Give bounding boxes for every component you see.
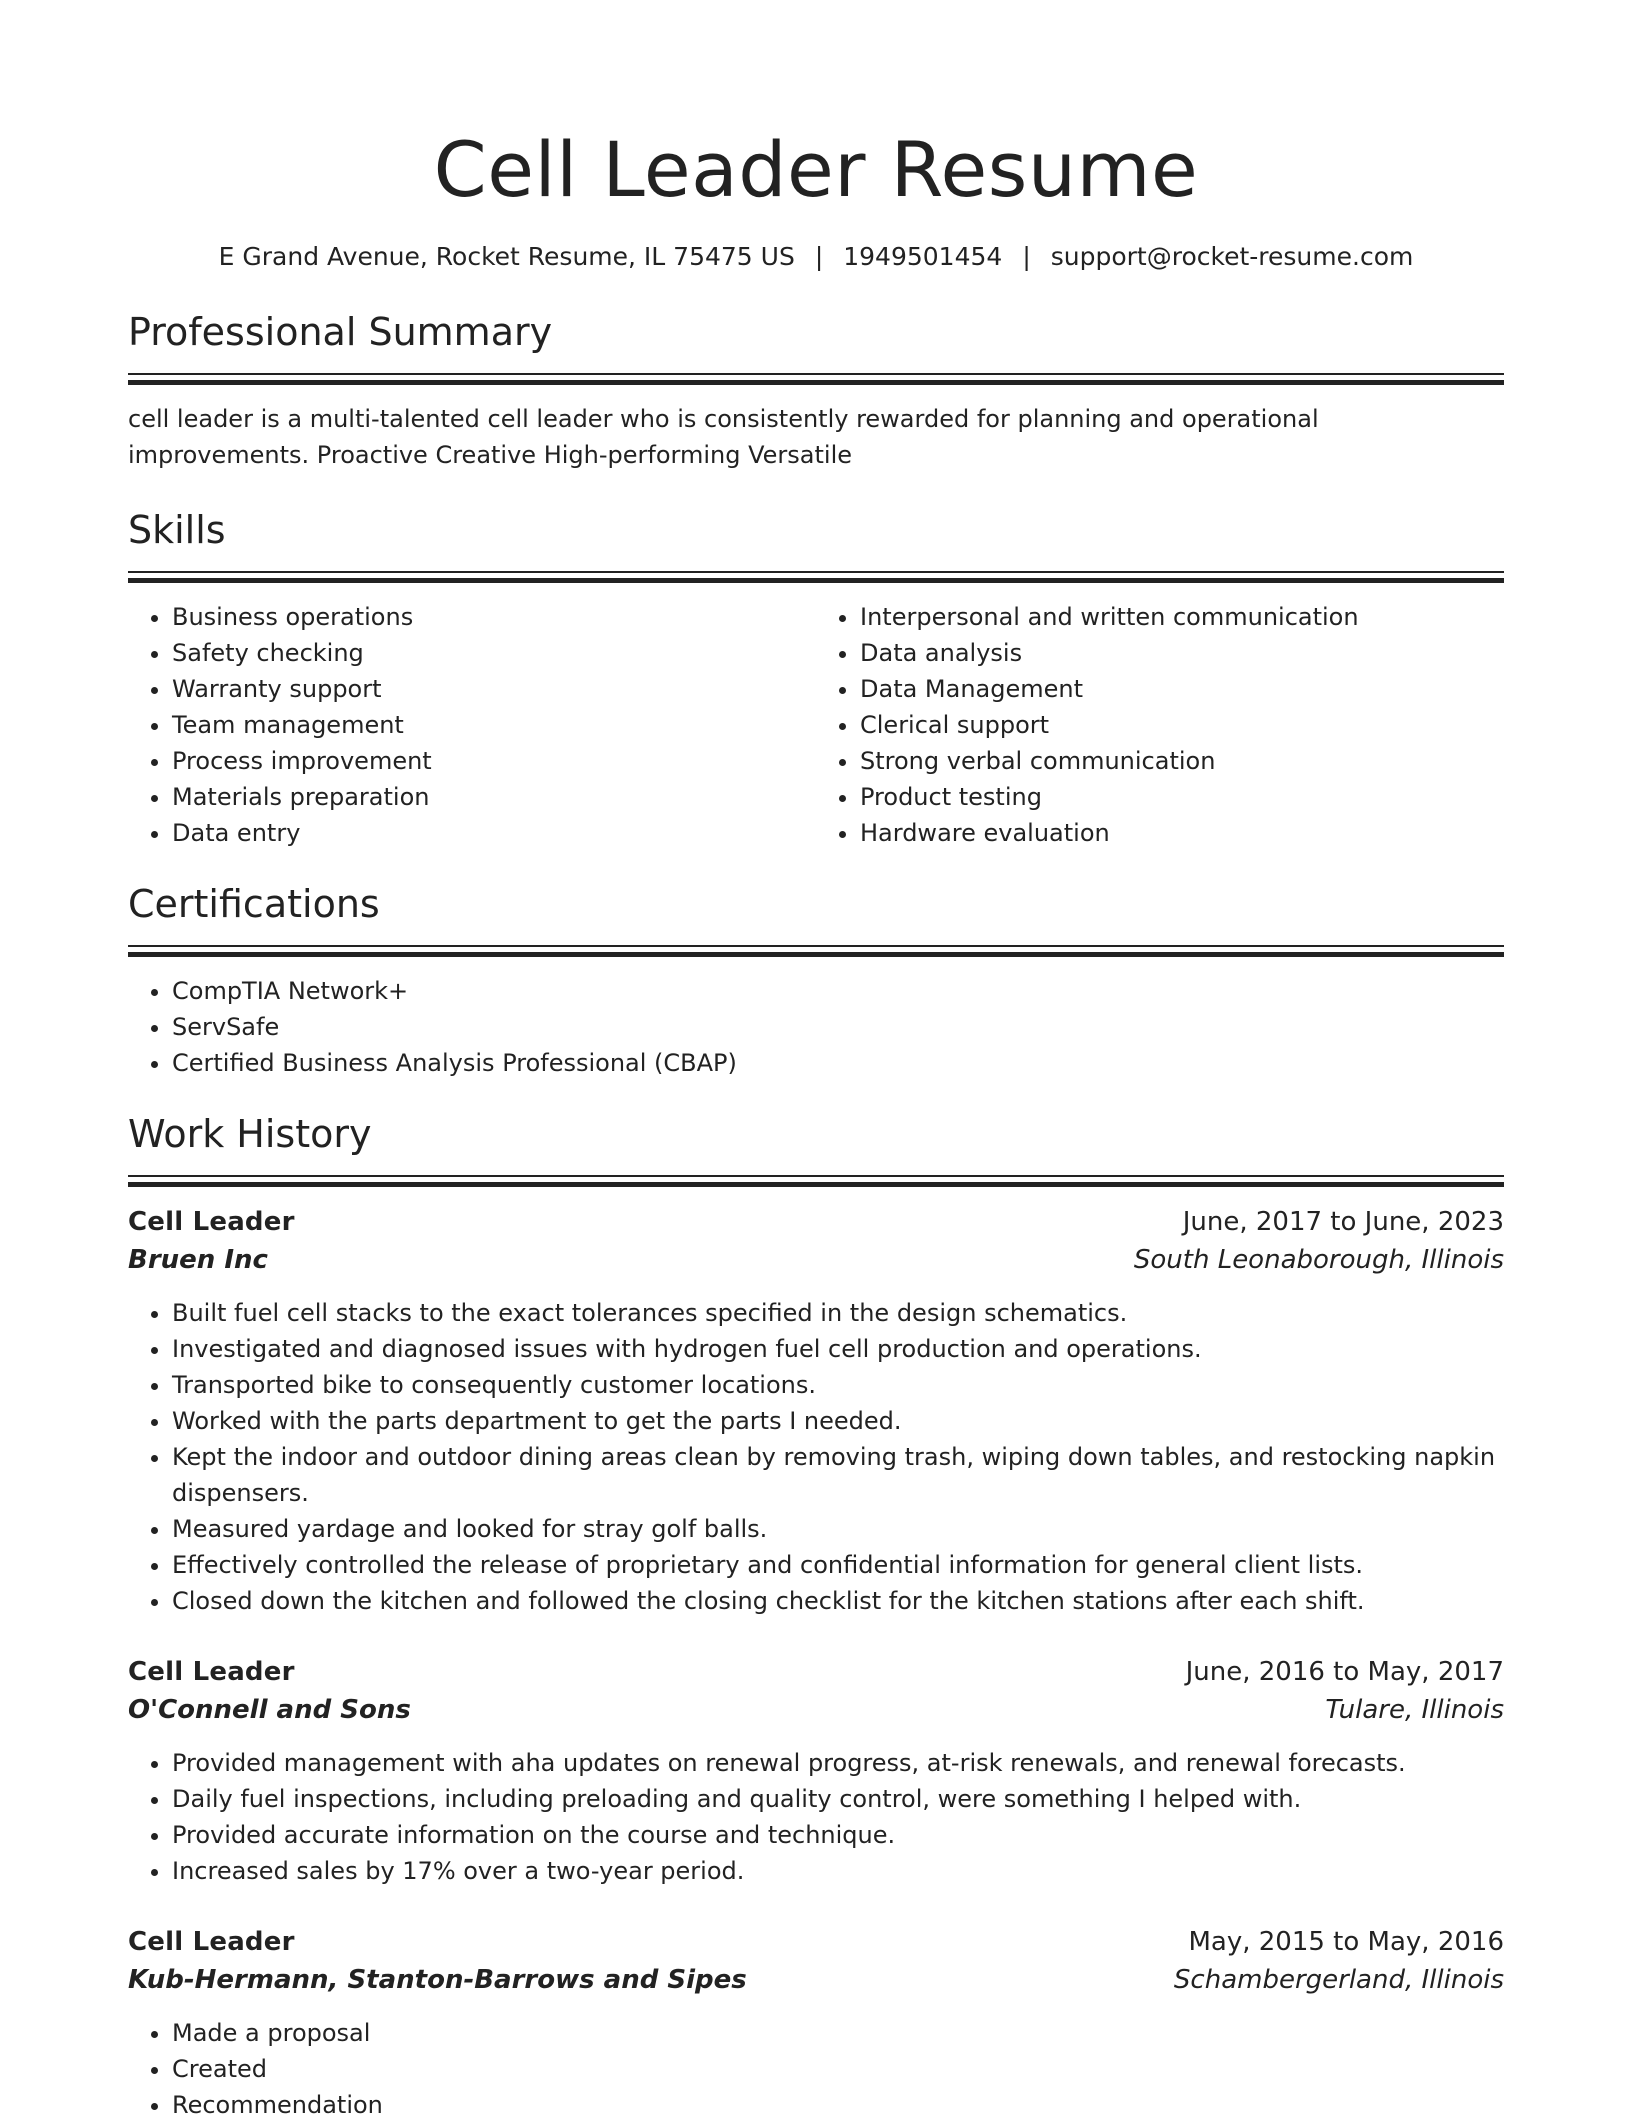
job-bullet: • Closed down the kitchen and followed the closing checklist for the kitchen stations after each shift. [172, 1583, 1504, 1619]
certification-item: • Certified Business Analysis Professional (CBAP) [172, 1045, 1504, 1081]
job-dates: June, 2017 to June, 2023 [1182, 1207, 1504, 1237]
job-bullet: • Made a proposal [172, 2015, 1504, 2051]
section-divider [128, 571, 1504, 581]
job-title: Cell Leader [128, 1657, 295, 1687]
job-dates: June, 2016 to May, 2017 [1185, 1657, 1504, 1687]
job-company: Bruen Inc [128, 1245, 268, 1275]
job-bullet: • Investigated and diagnosed issues with hydrogen fuel cell production and operations. [172, 1331, 1504, 1367]
job-header [128, 1923, 1504, 1961]
skill-item: • Safety checking [172, 635, 816, 671]
contact-email: support@rocket-resume.com [1050, 242, 1414, 271]
skill-item: • Data entry [172, 815, 816, 851]
section-title-work-history: Work History [128, 1112, 372, 1156]
contact-separator: | [1022, 242, 1031, 271]
section-title-skills: Skills [128, 508, 226, 552]
job-entry [128, 1203, 1504, 1619]
skill-item: • Interpersonal and written communication [860, 599, 1504, 635]
skill-item: • Business operations [172, 599, 816, 635]
skill-item: • Strong verbal communication [860, 743, 1504, 779]
job-company: Kub-Hermann, Stanton-Barrows and Sipes [128, 1965, 747, 1995]
skill-item: • Materials preparation [172, 779, 816, 815]
summary-section [128, 310, 1504, 473]
job-subheader [128, 1691, 1504, 1729]
job-subheader [128, 1241, 1504, 1279]
job-subheader [128, 1961, 1504, 1999]
skills-list-left [128, 599, 816, 851]
job-entry [128, 1923, 1504, 2123]
work-history-section [128, 1112, 1504, 2123]
job-bullet: • Transported bike to consequently customer locations. [172, 1367, 1504, 1403]
section-divider [128, 945, 1504, 955]
skills-grid [128, 599, 1504, 851]
skills-list-right [816, 599, 1504, 851]
contact-line [128, 242, 1504, 271]
job-bullet: • Effectively controlled the release of proprietary and confidential information for general client lists. [172, 1547, 1504, 1583]
resume-title: Cell Leader Resume [433, 125, 1199, 214]
section-title-certifications: Certifications [128, 882, 380, 926]
job-bullet: • Daily fuel inspections, including preloading and quality control, were something I helped with. [172, 1781, 1504, 1817]
skill-item: • Data analysis [860, 635, 1504, 671]
job-bullets [128, 2015, 1504, 2123]
job-header [128, 1203, 1504, 1241]
job-title: Cell Leader [128, 1207, 295, 1237]
skills-section [128, 508, 1504, 851]
job-bullet: • Kept the indoor and outdoor dining areas clean by removing trash, wiping down tables, and restocking napkin dispensers. [172, 1439, 1504, 1511]
skill-item: • Warranty support [172, 671, 816, 707]
job-bullet: • Provided accurate information on the course and technique. [172, 1817, 1504, 1853]
job-location: South Leonaborough, Illinois [1133, 1245, 1504, 1275]
job-entry [128, 1653, 1504, 1889]
section-divider [128, 1175, 1504, 1185]
skills-column-right [816, 599, 1504, 851]
skill-item: • Hardware evaluation [860, 815, 1504, 851]
skill-item: • Clerical support [860, 707, 1504, 743]
certifications-section [128, 882, 1504, 1081]
job-company: O'Connell and Sons [128, 1695, 411, 1725]
contact-phone: 1949501454 [843, 242, 1003, 271]
summary-text: cell leader is a multi-talented cell leader who is consistently rewarded for planning and operational improvements. Proactive Creative High-performing Versatile [128, 405, 1319, 469]
certifications-list [128, 973, 1504, 1081]
contact-address: E Grand Avenue, Rocket Resume, IL 75475 US [218, 242, 795, 271]
job-location: Tulare, Illinois [1325, 1695, 1504, 1725]
skill-item: • Product testing [860, 779, 1504, 815]
certification-item: • CompTIA Network+ [172, 973, 1504, 1009]
contact-separator: | [814, 242, 824, 271]
job-dates: May, 2015 to May, 2016 [1188, 1927, 1504, 1957]
job-bullet: • Created [172, 2051, 1504, 2087]
skill-item: • Data Management [860, 671, 1504, 707]
job-title: Cell Leader [128, 1927, 295, 1957]
job-bullet: • Increased sales by 17% over a two-year period. [172, 1853, 1504, 1889]
section-title-summary: Professional Summary [128, 310, 553, 354]
job-bullet: • Built fuel cell stacks to the exact tolerances specified in the design schematics. [172, 1295, 1504, 1331]
job-bullets [128, 1745, 1504, 1889]
job-bullet: • Provided management with aha updates on renewal progress, at-risk renewals, and renewal forecasts. [172, 1745, 1504, 1781]
job-bullet: • Measured yardage and looked for stray golf balls. [172, 1511, 1504, 1547]
job-bullet: • Worked with the parts department to get the parts I needed. [172, 1403, 1504, 1439]
section-divider [128, 373, 1504, 383]
skill-item: • Process improvement [172, 743, 816, 779]
skills-column-left [128, 599, 816, 851]
job-location: Schambergerland, Illinois [1173, 1965, 1504, 1995]
job-header [128, 1653, 1504, 1691]
certification-item: • ServSafe [172, 1009, 1504, 1045]
job-bullet: • Recommendation [172, 2087, 1504, 2123]
job-bullets [128, 1295, 1504, 1619]
skill-item: • Team management [172, 707, 816, 743]
